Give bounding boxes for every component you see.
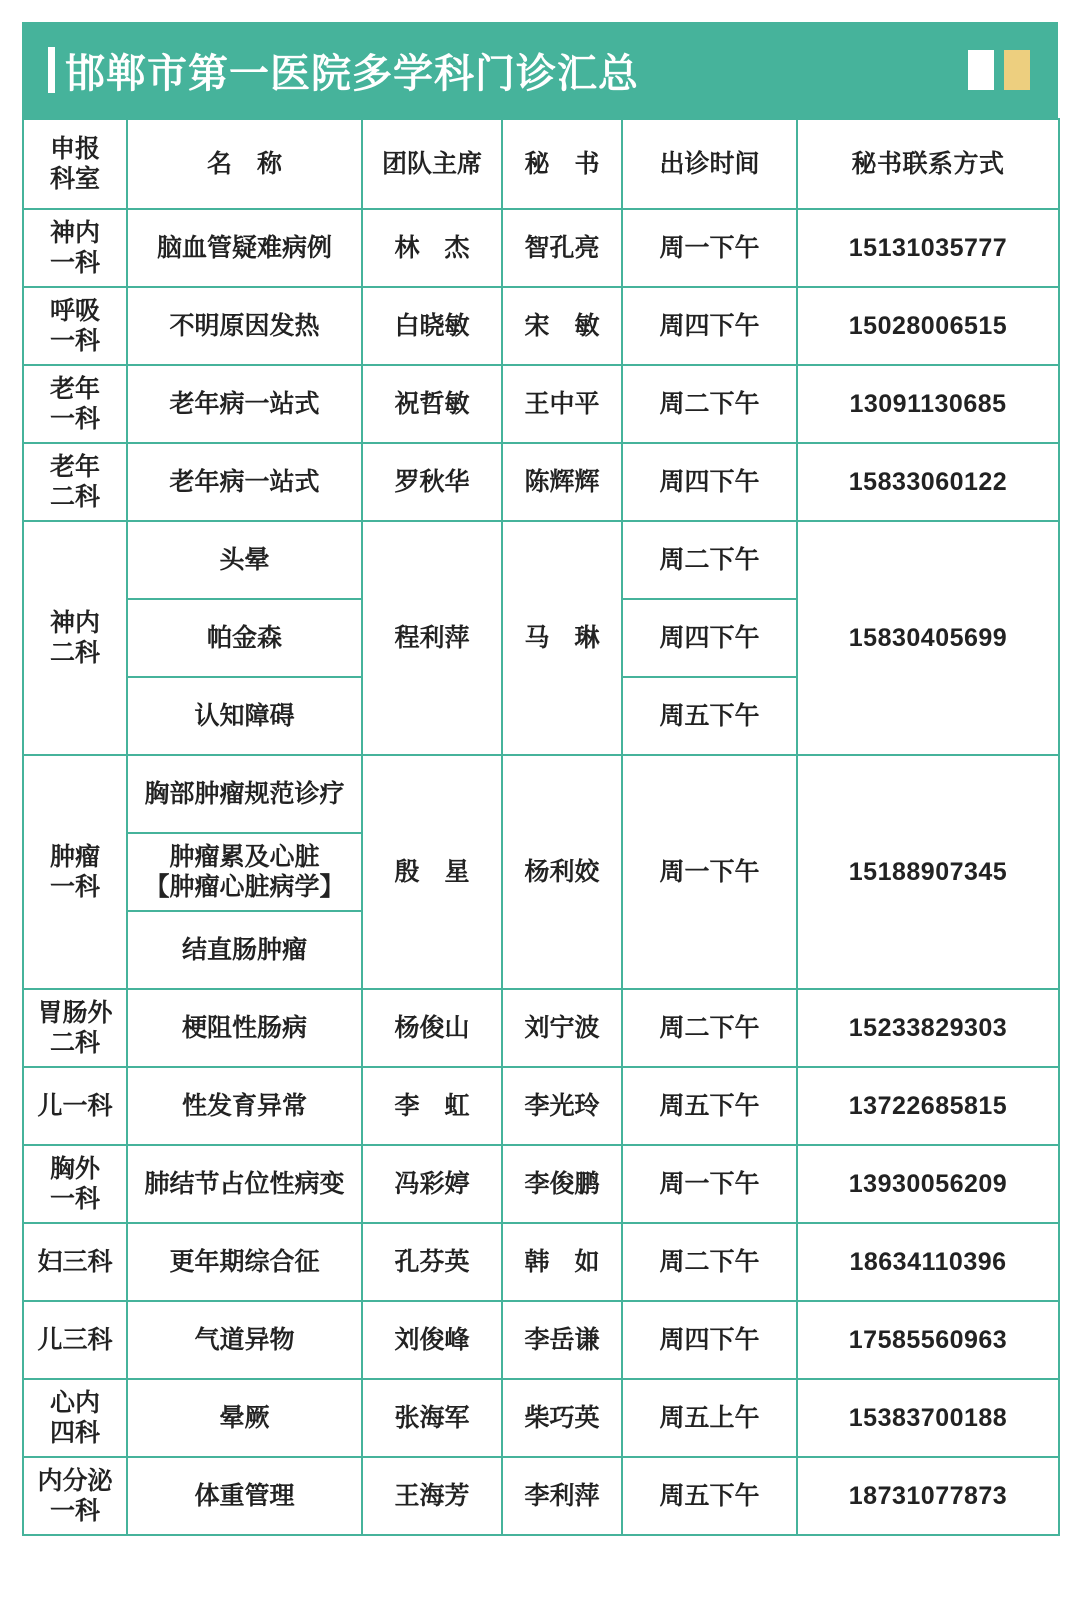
cell-chair: 程利萍 [362, 521, 502, 755]
cell-department [23, 1301, 127, 1379]
cell-phone: 15833060122 [797, 443, 1059, 521]
cell-phone: 15233829303 [797, 989, 1059, 1067]
dept-line1: 神内 [49, 608, 100, 637]
cell-chair: 殷 星 [362, 755, 502, 989]
cell-time: 周二下午 [622, 989, 797, 1067]
white-square-icon [968, 50, 994, 90]
poster-header [22, 22, 1058, 118]
table-row [23, 521, 1059, 599]
cell-chair: 林 杰 [362, 209, 502, 287]
cell-name: 老年病一站式 [127, 365, 362, 443]
cell-name: 认知障碍 [127, 677, 362, 755]
cell-time: 周四下午 [622, 287, 797, 365]
dept-line1: 心内 [49, 1388, 100, 1417]
cell-phone: 15830405699 [797, 521, 1059, 755]
cell-phone: 17585560963 [797, 1301, 1059, 1379]
cell-chair: 罗秋华 [362, 443, 502, 521]
cell-time: 周四下午 [622, 599, 797, 677]
cell-phone: 13091130685 [797, 365, 1059, 443]
table-row [23, 755, 1059, 833]
cell-secretary: 陈辉辉 [502, 443, 622, 521]
cell-name: 梗阻性肠病 [127, 989, 362, 1067]
cell-secretary: 宋 敏 [502, 287, 622, 365]
cell-phone: 15028006515 [797, 287, 1059, 365]
cell-secretary: 李光玲 [502, 1067, 622, 1145]
dept-line1: 胃肠外 [37, 998, 113, 1027]
cell-time: 周四下午 [622, 443, 797, 521]
table-row [23, 365, 1059, 443]
dept-line2: 一科 [49, 249, 100, 277]
cell-chair: 张海军 [362, 1379, 502, 1457]
cell-phone: 15131035777 [797, 209, 1059, 287]
table-row [23, 1457, 1059, 1535]
cell-time: 周五下午 [622, 1067, 797, 1145]
cell-secretary: 韩 如 [502, 1223, 622, 1301]
cell-name [127, 833, 362, 911]
dept-line1: 儿三科 [37, 1325, 113, 1354]
dept-line1: 神内 [49, 218, 100, 247]
column-header-department-line1: 申报 [49, 134, 100, 163]
cell-name: 性发育异常 [127, 1067, 362, 1145]
cell-name: 老年病一站式 [127, 443, 362, 521]
cell-department [23, 443, 127, 521]
dept-line2: 一科 [49, 327, 100, 355]
column-header-department [23, 119, 127, 209]
dept-line2: 一科 [49, 405, 100, 433]
cell-time: 周一下午 [622, 209, 797, 287]
cell-secretary: 刘宁波 [502, 989, 622, 1067]
table-row [23, 209, 1059, 287]
cell-department [23, 1379, 127, 1457]
cell-phone: 18634110396 [797, 1223, 1059, 1301]
table-row [23, 1301, 1059, 1379]
table-header-row [23, 119, 1059, 209]
dept-line2: 二科 [49, 1029, 100, 1057]
cell-time: 周四下午 [622, 1301, 797, 1379]
dept-line2: 一科 [49, 1497, 100, 1525]
column-header-chair: 团队主席 [362, 119, 502, 209]
cell-phone: 13722685815 [797, 1067, 1059, 1145]
cell-department [23, 1145, 127, 1223]
cell-secretary: 李利萍 [502, 1457, 622, 1535]
cell-secretary: 李岳谦 [502, 1301, 622, 1379]
dept-line1: 妇三科 [37, 1247, 113, 1276]
cell-secretary: 李俊鹏 [502, 1145, 622, 1223]
cell-name-line2: 【肿瘤心脏病学】 [144, 873, 345, 901]
page-title: 邯郸市第一医院多学科门诊汇总 [65, 51, 639, 96]
cell-secretary: 马 琳 [502, 521, 622, 755]
cell-department [23, 1067, 127, 1145]
dept-line2: 二科 [49, 639, 100, 667]
table-row [23, 1379, 1059, 1457]
cell-chair: 李 虹 [362, 1067, 502, 1145]
cell-name: 晕厥 [127, 1379, 362, 1457]
table-row [23, 443, 1059, 521]
dept-line1: 肿瘤 [49, 842, 100, 871]
cell-name: 不明原因发热 [127, 287, 362, 365]
cell-name: 帕金森 [127, 599, 362, 677]
cell-time: 周五下午 [622, 1457, 797, 1535]
dept-line2: 一科 [49, 1185, 100, 1213]
dept-line1: 胸外 [49, 1154, 100, 1183]
dept-line2: 四科 [49, 1419, 100, 1447]
dept-line2: 二科 [49, 483, 100, 511]
cell-chair: 杨俊山 [362, 989, 502, 1067]
cell-name: 气道异物 [127, 1301, 362, 1379]
cell-name: 脑血管疑难病例 [127, 209, 362, 287]
dept-line1: 老年 [49, 374, 100, 403]
cell-chair: 孔芬英 [362, 1223, 502, 1301]
cell-phone: 18731077873 [797, 1457, 1059, 1535]
header-marks [968, 50, 1030, 90]
column-header-secretary: 秘 书 [502, 119, 622, 209]
cell-time: 周五上午 [622, 1379, 797, 1457]
table-row [23, 1223, 1059, 1301]
cell-department [23, 755, 127, 989]
cell-chair: 白晓敏 [362, 287, 502, 365]
cell-department [23, 521, 127, 755]
table-row [23, 989, 1059, 1067]
column-header-department-line2: 科室 [49, 165, 100, 193]
cell-chair: 刘俊峰 [362, 1301, 502, 1379]
cell-name: 更年期综合征 [127, 1223, 362, 1301]
cell-time: 周五下午 [622, 677, 797, 755]
cell-time: 周二下午 [622, 1223, 797, 1301]
cell-secretary: 王中平 [502, 365, 622, 443]
cell-time: 周一下午 [622, 755, 797, 989]
cell-phone: 15383700188 [797, 1379, 1059, 1457]
cell-chair: 冯彩婷 [362, 1145, 502, 1223]
cell-chair: 王海芳 [362, 1457, 502, 1535]
dept-line1: 内分泌 [37, 1466, 113, 1495]
cell-department [23, 989, 127, 1067]
cell-time: 周一下午 [622, 1145, 797, 1223]
cell-department [23, 287, 127, 365]
cell-secretary: 杨利姣 [502, 755, 622, 989]
dept-line1: 呼吸 [49, 296, 100, 325]
schedule-table [22, 118, 1060, 1536]
cell-name-line1: 肿瘤累及心脏 [169, 842, 320, 871]
column-header-phone: 秘书联系方式 [797, 119, 1059, 209]
dept-line1: 老年 [49, 452, 100, 481]
gold-square-icon [1004, 50, 1030, 90]
table-row [23, 287, 1059, 365]
cell-department [23, 209, 127, 287]
dept-line2: 一科 [49, 873, 100, 901]
cell-time: 周二下午 [622, 365, 797, 443]
cell-secretary: 柴巧英 [502, 1379, 622, 1457]
cell-phone: 13930056209 [797, 1145, 1059, 1223]
cell-phone: 15188907345 [797, 755, 1059, 989]
table-row [23, 1145, 1059, 1223]
cell-name: 肺结节占位性病变 [127, 1145, 362, 1223]
cell-name: 胸部肿瘤规范诊疗 [127, 755, 362, 833]
cell-name: 体重管理 [127, 1457, 362, 1535]
dept-line1: 儿一科 [37, 1091, 113, 1120]
cell-department [23, 365, 127, 443]
column-header-name: 名 称 [127, 119, 362, 209]
cell-department [23, 1223, 127, 1301]
column-header-time: 出诊时间 [622, 119, 797, 209]
cell-department [23, 1457, 127, 1535]
cell-name: 结直肠肿瘤 [127, 911, 362, 989]
table-row [23, 1067, 1059, 1145]
header-accent-bar [48, 47, 55, 93]
cell-name: 头晕 [127, 521, 362, 599]
cell-time: 周二下午 [622, 521, 797, 599]
cell-secretary: 智孔亮 [502, 209, 622, 287]
cell-chair: 祝哲敏 [362, 365, 502, 443]
